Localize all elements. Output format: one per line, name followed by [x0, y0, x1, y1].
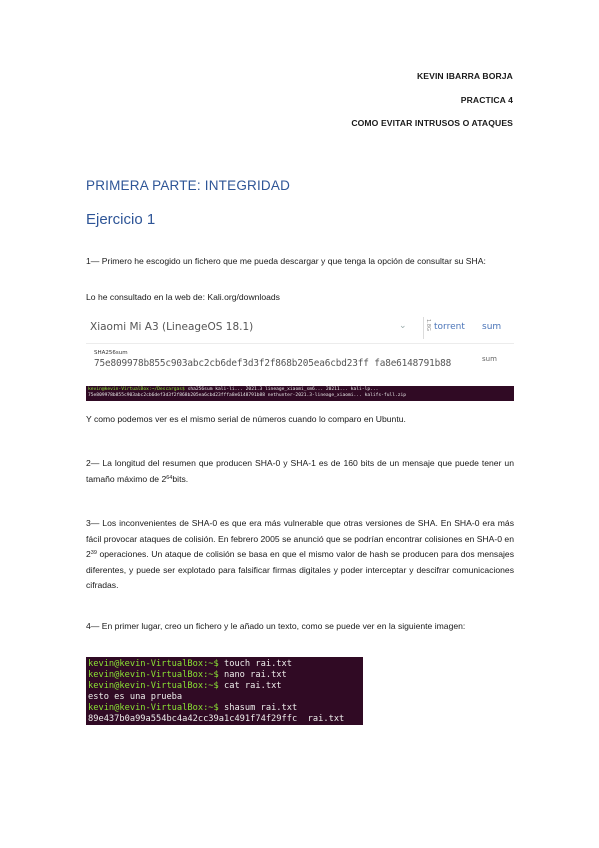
- terminal-command: touch rai.txt: [218, 659, 292, 669]
- terminal-command: shasum rai.txt: [218, 703, 298, 713]
- exercise-title: Ejercicio 1: [86, 211, 156, 228]
- sum-link[interactable]: sum: [482, 322, 502, 332]
- question-2-before: 2— La longitud del resumen que producen SHA-0 y SHA-1 es de 160 bits de un mensaje que puede tener un tamaño máximo de 2: [86, 458, 514, 484]
- terminal-prompt: kevin@kevin-VirtualBox:~$: [88, 670, 219, 680]
- torrent-link[interactable]: torrent: [434, 322, 465, 332]
- strip-prompt: kevin@kevin-VirtualBox:~/Descargas$: [88, 387, 185, 392]
- terminal-line: [88, 670, 363, 681]
- divider: [423, 317, 424, 339]
- sum-label: sum: [482, 355, 497, 363]
- question-3-after: operaciones. Un ataque de colisión se basa en que el mismo valor de hash se producen para dos mensajes diferentes, y puede ser explotado para falsificar firmas digitales y poder interceptar y descifrar comunicaciones cifradas.: [86, 549, 514, 590]
- question-2-after: bits.: [172, 473, 189, 484]
- terminal-output: 89e437b0a99a554bc4a42cc39a1c491f74f29ffc rai.txt: [88, 714, 345, 724]
- sha-hash: 75e809978b855c903abc2cb6def3d3f2f868b205ea6cbd23ff fa8e6148791b88: [94, 358, 452, 369]
- terminal-prompt: kevin@kevin-VirtualBox:~$: [88, 703, 219, 713]
- terminal-screenshot: [86, 657, 363, 725]
- strip-output: 75e809978b855c903abc2cb6def3d3f2f868b205ea6cbd23fffa8e6148791b88 nethunter-2021.3-lineage_xiaomi... kalifs-full.zip: [88, 393, 407, 399]
- section-title: PRIMERA PARTE: INTEGRIDAD: [86, 178, 291, 193]
- terminal-command: nano rai.txt: [218, 670, 287, 680]
- practice-label: PRACTICA 4: [460, 95, 513, 105]
- download-screenshot: [86, 315, 514, 385]
- question-1-text: 1— Primero he escogido un fichero que me pueda descargar y que tenga la opción de consultar su SHA:: [86, 256, 486, 266]
- sha-label: SHA256sum: [94, 350, 128, 356]
- terminal-output: esto es una prueba: [88, 692, 183, 702]
- terminal-line: [88, 681, 363, 692]
- author-name: KEVIN IBARRA BORJA: [416, 71, 513, 81]
- terminal-command: cat rai.txt: [218, 681, 282, 691]
- question-1-source: Lo he consultado en la web de: Kali.org/downloads: [86, 292, 280, 302]
- conclusion-text: Y como podemos ver es el mismo serial de números cuando lo comparo en Ubuntu.: [86, 414, 406, 424]
- terminal-line: [88, 659, 363, 670]
- size-label: 1.8G: [425, 319, 431, 331]
- question-4-text: 4— En primer lugar, creo un fichero y le añado un texto, como se puede ver en la siguiente imagen:: [86, 621, 466, 631]
- terminal-prompt: kevin@kevin-VirtualBox:~$: [88, 659, 219, 669]
- question-3-exponent: 39: [90, 550, 97, 556]
- question-2-text: [86, 456, 514, 487]
- question-3-before: 3— Los inconvenientes de SHA-0 es que era más vulnerable que otras versiones de SHA. En SHA-0 era más fácil provocar ataques de colisión. En febrero 2005 se anunció que se podrían encontrar colisiones en SHA-0 en 2: [86, 518, 514, 559]
- terminal-line: [88, 703, 363, 714]
- question-3-text: [86, 516, 514, 594]
- download-item-name: Xiaomi Mi A3 (LineageOS 18.1): [90, 321, 254, 333]
- terminal-prompt: kevin@kevin-VirtualBox:~$: [88, 681, 219, 691]
- divider: [86, 343, 514, 344]
- chevron-down-icon: ⌄: [399, 321, 407, 331]
- question-2-exponent: 64: [166, 474, 173, 481]
- subject-title: COMO EVITAR INTRUSOS O ATAQUES: [351, 118, 513, 128]
- strip-command: sha256sum kali-li... 2021.3 lineage_xiaomi_sm6... 20211... kali-lp...: [184, 387, 379, 392]
- terminal-strip: [86, 386, 514, 401]
